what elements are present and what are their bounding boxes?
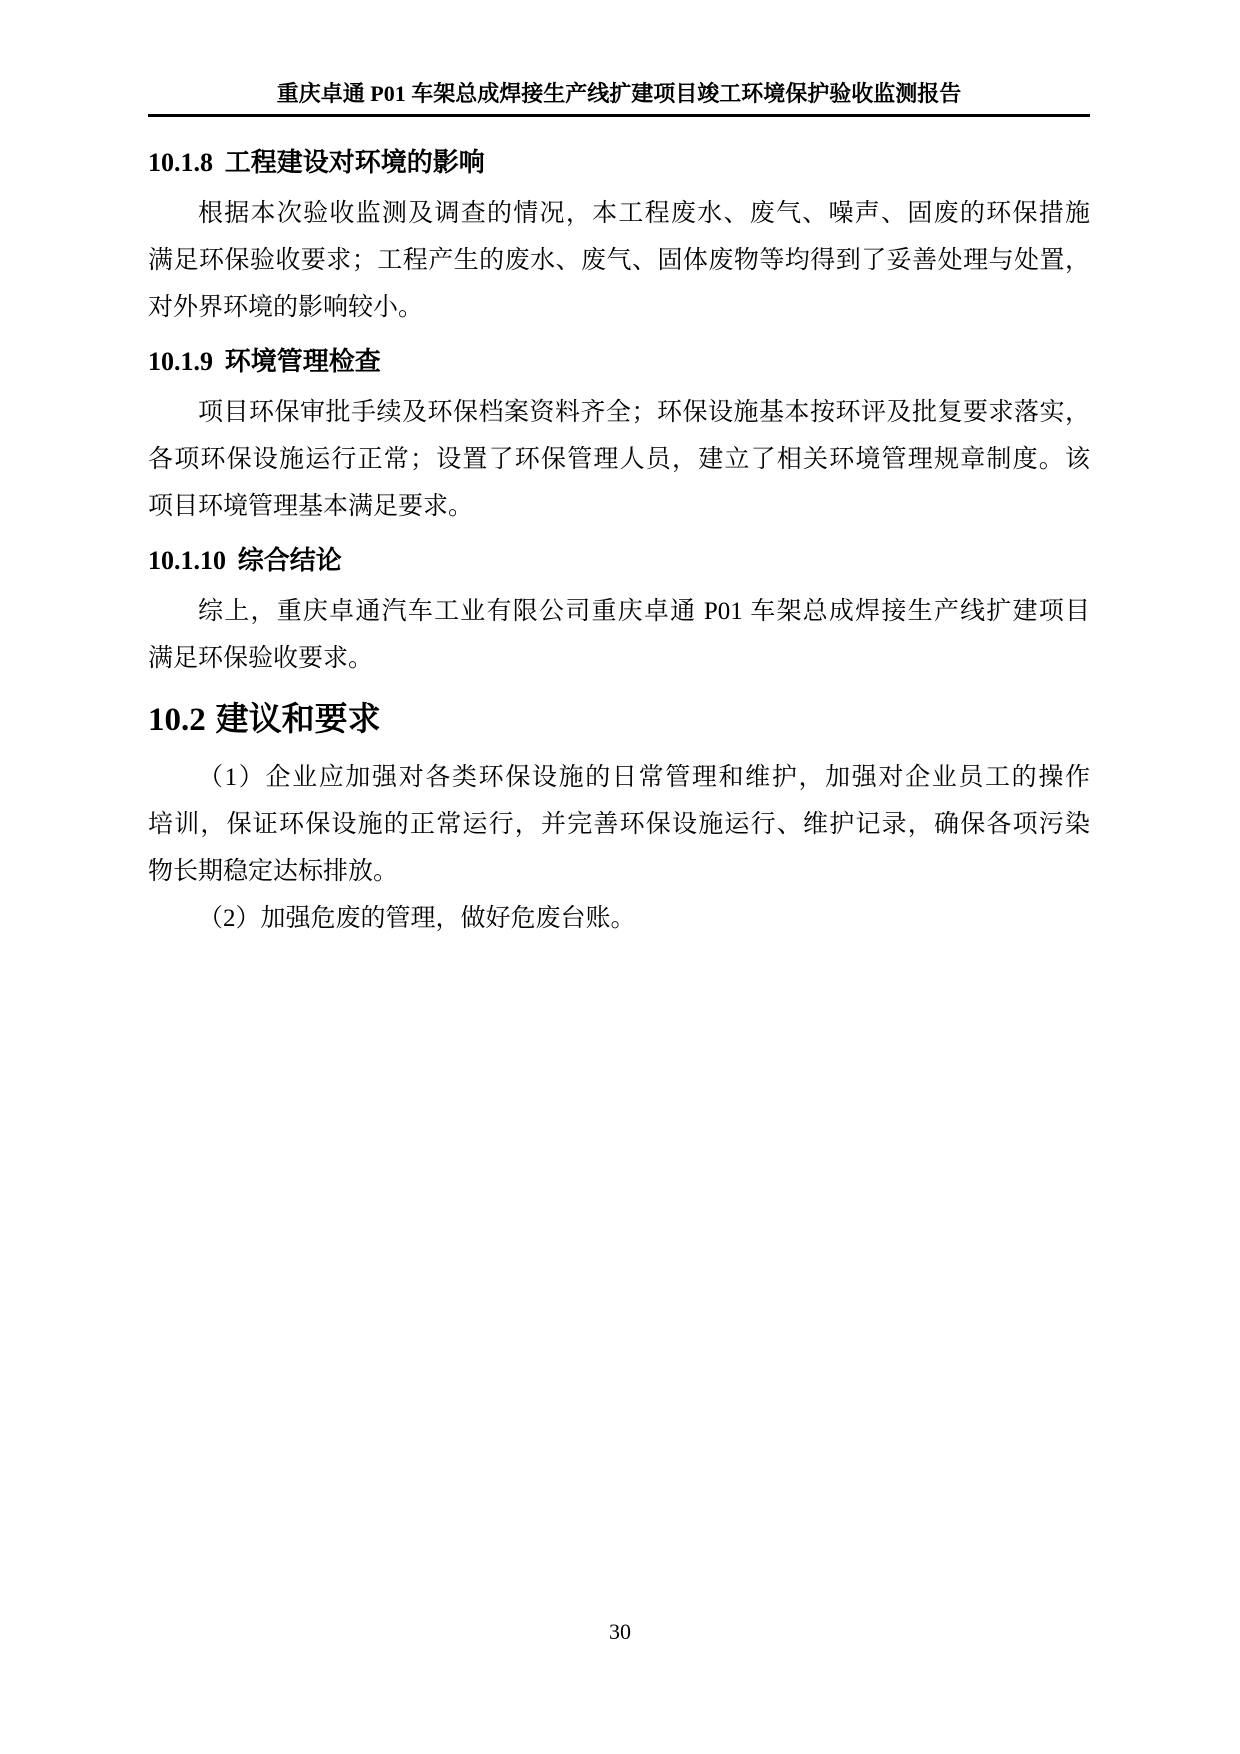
section-heading-10.1.9 <box>148 345 1090 379</box>
section-title: 建议和要求 <box>215 702 381 738</box>
paragraph <box>148 754 1090 895</box>
paragraph-line: 项目环境管理基本满足要求。 <box>148 493 474 520</box>
document-header <box>148 80 1090 117</box>
document-footer <box>0 1618 1240 1646</box>
section-number: 10.2 <box>148 702 206 738</box>
section-number: 10.1.10 <box>148 546 226 575</box>
section-title: 环境管理检查 <box>224 347 381 376</box>
paragraph <box>148 389 1090 530</box>
paragraph-line: 物长期稳定达标排放。 <box>148 858 399 885</box>
section-title: 综合结论 <box>237 546 342 575</box>
paragraph-line: 项目环保审批手续及环保档案资料齐全；环保设施基本按环评及批复要求落实， <box>198 399 1090 426</box>
paragraph-line: 满足环保验收要求；工程产生的废水、废气、固体废物等均得到了妥善处理与处置， <box>148 247 1090 274</box>
paragraph <box>148 190 1090 331</box>
section-heading-10.2 <box>148 698 1090 742</box>
paragraph-line: 综上，重庆卓通汽车工业有限公司重庆卓通 P01 车架总成焊接生产线扩建项目 <box>198 598 1090 625</box>
paragraph-line: （2）加强危废的管理，做好危废台账。 <box>198 905 636 932</box>
paragraph-line: 培训，保证环保设施的正常运行，并完善环保设施运行、维护记录，确保各项污染 <box>148 811 1090 838</box>
paragraph <box>148 895 1090 942</box>
section-heading-10.1.10 <box>148 544 1090 578</box>
section-title: 工程建设对环境的影响 <box>224 148 485 177</box>
document-body <box>148 132 1090 942</box>
page-number: 30 <box>609 1619 631 1644</box>
paragraph-line: （1）企业应加强对各类环保设施的日常管理和维护，加强对企业员工的操作 <box>198 764 1090 791</box>
paragraph-line: 各项环保设施运行正常；设置了环保管理人员，建立了相关环境管理规章制度。该 <box>148 446 1090 473</box>
paragraph-line: 对外界环境的影响较小。 <box>148 294 424 321</box>
section-heading-10.1.8 <box>148 146 1090 180</box>
section-number: 10.1.8 <box>148 148 213 177</box>
paragraph-line: 满足环保验收要求。 <box>148 645 374 672</box>
paragraph-line: 根据本次验收监测及调查的情况，本工程废水、废气、噪声、固废的环保措施 <box>198 200 1090 227</box>
document-header-title: 重庆卓通 P01 车架总成焊接生产线扩建项目竣工环境保护验收监测报告 <box>276 81 962 106</box>
paragraph <box>148 588 1090 682</box>
section-number: 10.1.9 <box>148 347 213 376</box>
